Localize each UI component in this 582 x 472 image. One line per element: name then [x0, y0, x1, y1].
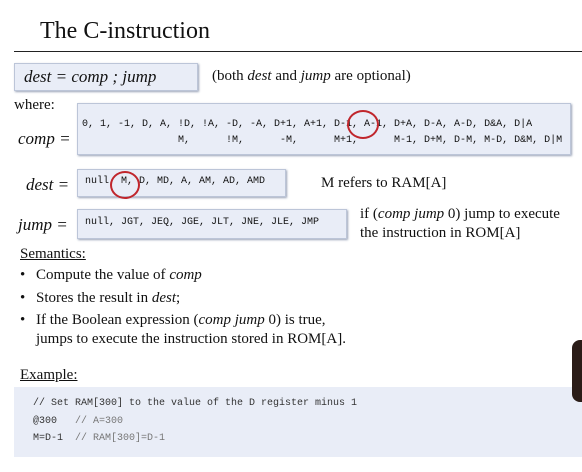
example-line-assign: M=D-1 // RAM[300]=D-1: [33, 433, 166, 444]
dest-label: dest =: [26, 175, 70, 194]
semantics-bullet-jump: • If the Boolean expression (comp jump 0) is true,: [20, 312, 326, 328]
slide-title: The C-instruction: [40, 18, 210, 44]
dest-note: M refers to RAM[A]: [321, 175, 447, 191]
highlight-circle-dest: [110, 171, 140, 199]
jump-label: jump =: [18, 215, 68, 234]
example-comment-line: // Set RAM[300] to the value of the D register minus 1: [33, 398, 358, 409]
comp-values-m: M, !M, -M, M+1, M-1, D+M, D-M, M-D, D&M, D|M: [82, 135, 563, 146]
highlight-circle-comp: [347, 110, 379, 139]
where-label: where:: [14, 97, 55, 113]
presenter-edge: [572, 340, 582, 402]
example-title: Example:: [20, 367, 78, 383]
dest-values: null, M, D, MD, A, AM, AD, AMD: [85, 176, 266, 187]
title-divider: [14, 51, 582, 52]
example-line-at: @300 // A=300: [33, 416, 124, 427]
semantics-bullet-store: • Stores the result in dest;: [20, 290, 181, 306]
jump-values: null, JGT, JEQ, JGE, JLT, JNE, JLE, JMP: [85, 217, 320, 228]
syntax-note: (both dest and jump are optional): [212, 68, 411, 84]
jump-note-line1: if (comp jump 0) jump to execute: [360, 206, 560, 222]
comp-values-a: 0, 1, -1, D, A, !D, !A, -D, -A, D+1, A+1, D-1, A-1, D+A, D-A, A-D, D&A, D|A: [82, 119, 533, 130]
comp-label: comp =: [18, 129, 71, 148]
syntax-code: dest = comp ; jump: [24, 67, 157, 86]
semantics-title: Semantics:: [20, 246, 86, 262]
jump-note: [360, 205, 560, 243]
semantics-bullet-compute: • Compute the value of comp: [20, 267, 202, 283]
semantics-bullet-jump-cont: jumps to execute the instruction stored in ROM[A].: [36, 331, 346, 347]
jump-note-line2: the instruction in ROM[A]: [360, 225, 521, 241]
